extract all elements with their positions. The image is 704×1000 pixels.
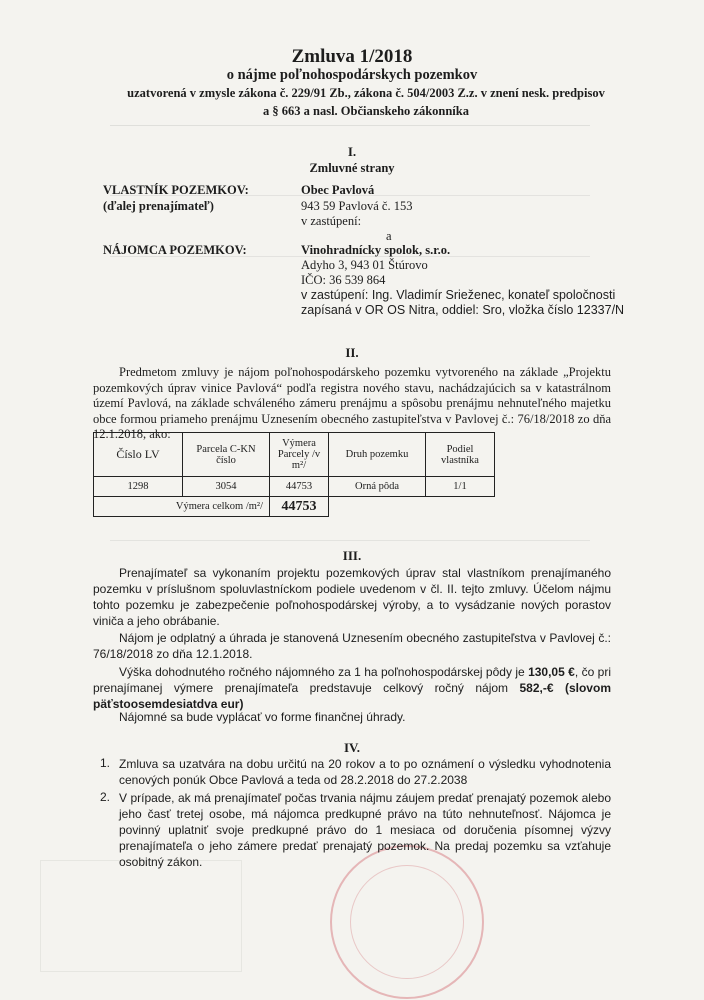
- legal-basis-line2: a § 663 a nasl. Občianskeho zákonníka: [263, 104, 469, 118]
- section-2-paragraph: Predmetom zmluvy je nájom poľnohospodárskeho pozemku vytvoreného na základe „Projektu pozemkových úprav vinice Pavlová“ podľa registra nového stavu, nachádzajúcich sa v katastrálnom území Pavlová, na základe schváleného zámeru prenájmu a spôsobu prenájmu nehnuteľného majetku obce formou priameho prenájmu Uznesením obecného zastupiteľstva v Pavlovej č.: 76/18/2018 zo dňa 12.1.2018, ako:: [93, 365, 611, 441]
- owner-label: VLASTNÍK POZEMKOV:: [103, 183, 249, 197]
- section-3-paragraph-1: Prenajímateľ sa vykonaním projektu pozemkových úprav stal vlastníkom prenajímaného pozemku v príslušnom spoluvlastníckom podiele uvedenom v čl. II. tejto zmluvy. Účelom nájmu tohto pozemku je zabezpečenie poľnohospodárskej výroby, a to vysádzanie nových porastov viniča a jeho obrábanie.: [93, 566, 611, 628]
- cell-land-type: Orná pôda: [329, 477, 426, 497]
- parcel-table: [93, 432, 495, 517]
- section-3-paragraph-3: Výška dohodnutého ročného nájomného za 1 ha poľnohospodárskej pôdy je 130,05 €, čo pri prenajímanej výmere prenajímateľa predstavuje celkový ročný nájom 582,-€ (slovom päťstoosemdesiatdva eur): [93, 665, 611, 711]
- tenant-registration: zapísaná v OR OS Nitra, oddiel: Sro, vložka číslo 12337/N: [301, 303, 625, 317]
- owner-representation: v zastúpení:: [301, 214, 362, 228]
- col-header-share: Podiel vlastníka: [426, 433, 495, 477]
- tenant-representative: v zastúpení: Ing. Vladimír Srieženec, konateľ spoločnosti: [301, 288, 616, 302]
- document-title: Zmluva 1/2018: [291, 46, 413, 67]
- document-subtitle: o nájme poľnohospodárskych pozemkov: [226, 67, 478, 83]
- section-3-paragraph-4: Nájomné sa bude vyplácať vo forme finančnej úhrady.: [119, 710, 406, 724]
- item-1-text: Zmluva sa uzatvára na dobu určitú na 20 rokov a to po oznámení o výsledku vyhodnotenia cenových ponúk Obce Pavlová a teda od 28.2.2018 do 27.2.2038: [119, 757, 611, 787]
- col-header-parcel: Parcela C-KN číslo: [183, 433, 270, 477]
- owner-sublabel: (ďalej prenajímateľ): [103, 199, 214, 213]
- tenant-ico: IČO: 36 539 864: [301, 273, 386, 287]
- section-1-number: I.: [347, 144, 357, 159]
- owner-address: 943 59 Pavlová č. 153: [301, 199, 413, 213]
- tenant-address: Adyho 3, 943 01 Štúrovo: [301, 258, 428, 272]
- col-header-lv: Číslo LV: [94, 433, 183, 477]
- section-3-number: III.: [342, 548, 362, 563]
- cell-parcel: 3054: [183, 477, 270, 497]
- col-header-land-type: Druh pozemku: [329, 433, 426, 477]
- bleed-through-signature: [40, 860, 242, 972]
- legal-basis-line1: uzatvorená v zmysle zákona č. 229/91 Zb., zákona č. 504/2003 Z.z. v znení nesk. predpisov: [127, 86, 605, 100]
- cell-share: 1/1: [426, 477, 495, 497]
- tenant-label: NÁJOMCA POZEMKOV:: [103, 243, 247, 257]
- cell-lv: 1298: [94, 477, 183, 497]
- cell-area: 44753: [270, 477, 329, 497]
- section-3-paragraph-2: Nájom je odplatný a úhrada je stanovená Uznesením obecného zastupiteľstva v Pavlovej č.: 76/18/2018 zo dňa 12.1.2018.: [93, 631, 611, 661]
- section-1-title: Zmluvné strany: [309, 161, 395, 175]
- owner-name: Obec Pavlová: [301, 183, 375, 197]
- col-header-area: Výmera Parcely /v m²/: [270, 433, 329, 477]
- item-2-number: 2.: [100, 790, 111, 804]
- section-4-number: IV.: [343, 740, 361, 755]
- tenant-name: Vinohradnícky spolok, s.r.o.: [301, 243, 451, 257]
- and-conjunction: a: [386, 229, 392, 243]
- section-2-number: II.: [345, 345, 359, 360]
- item-2-text: V prípade, ak má prenajímateľ počas trvania nájmu záujem predať prenajatý pozemok alebo jeho časť tretej osobe, má nájomca predkupné právo na túto nehnuteľnosť. Nájomca je povinný uplatniť svoje predkupné právo do 1 mesiaca od doručenia písomnej výzvy prenajímateľa o jeho zámere predať prenajatý pozemok. Na predaj pozemku sa vzťahuje osobitný zákon.: [119, 791, 611, 869]
- total-area-label: Výmera celkom /m²/: [94, 497, 270, 517]
- item-1-number: 1.: [100, 756, 111, 770]
- total-area-value: 44753: [270, 497, 329, 517]
